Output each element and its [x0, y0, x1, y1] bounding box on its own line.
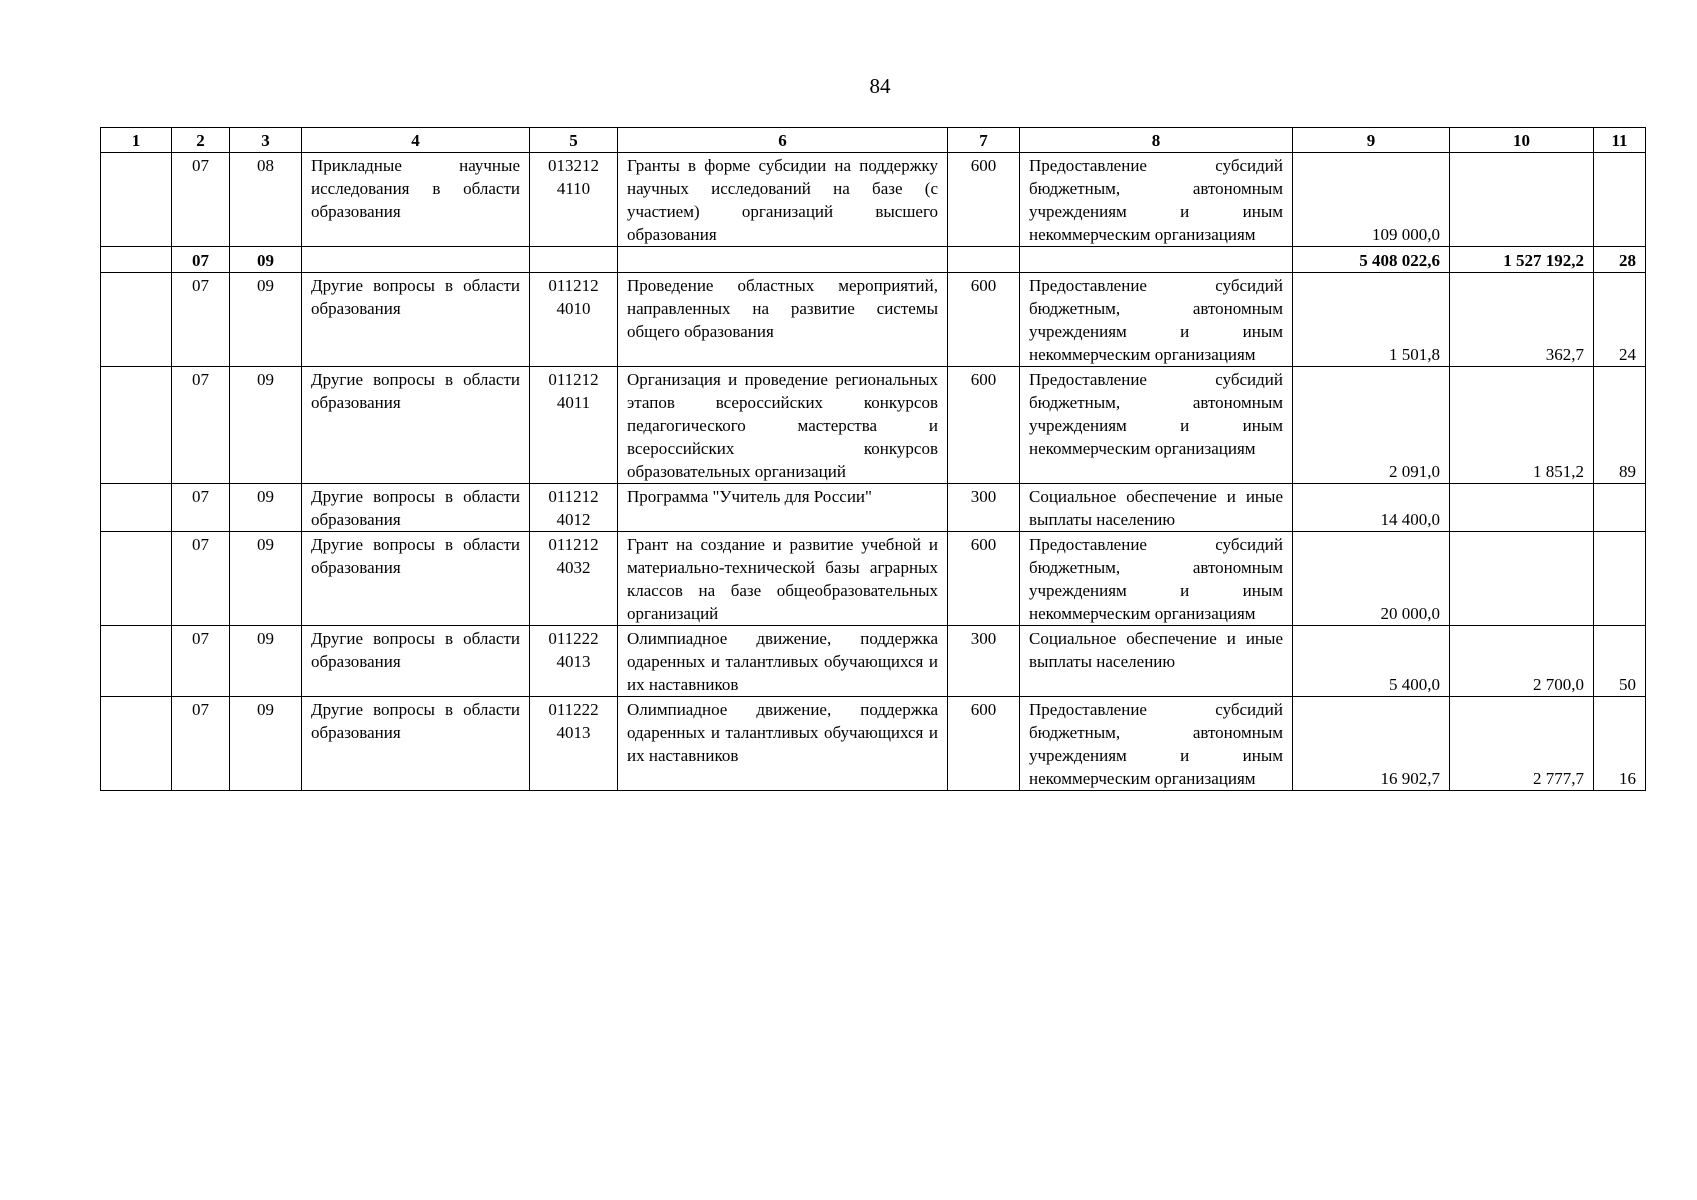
amount-executed: 2 700,0 [1450, 626, 1594, 697]
expense-type-name: Предоставление субсидий бюджетным, автономным учреждениям и иным некоммерческим организациям [1020, 273, 1293, 367]
table-row [101, 367, 1646, 484]
amount-approved: 14 400,0 [1293, 484, 1450, 532]
target-article-code [530, 367, 618, 484]
target-article-code-part2: 4032 [556, 558, 591, 577]
amount-approved: 1 501,8 [1293, 273, 1450, 367]
subsection-code: 09 [230, 532, 302, 626]
expense-type-name: Социальное обеспечение и иные выплаты населению [1020, 484, 1293, 532]
table-row [101, 273, 1646, 367]
target-article-code-part2: 4110 [556, 179, 591, 198]
cell-col-1 [101, 626, 172, 697]
amount-executed: 1 527 192,2 [1450, 247, 1594, 273]
execution-percent: 89 [1594, 367, 1646, 484]
table-row [101, 484, 1646, 532]
amount-approved: 2 091,0 [1293, 367, 1450, 484]
subsection-name: Другие вопросы в области образования [302, 532, 530, 626]
subsection-code: 09 [230, 247, 302, 273]
section-code: 07 [172, 626, 230, 697]
cell-col-1 [101, 697, 172, 791]
column-header-3: 3 [230, 128, 302, 153]
column-header-9: 9 [1293, 128, 1450, 153]
target-article-code-part1: 011222 [548, 629, 599, 648]
expense-type-code: 600 [948, 273, 1020, 367]
target-article-code-part1: 011212 [548, 370, 599, 389]
execution-percent: 50 [1594, 626, 1646, 697]
target-article-name [618, 247, 948, 273]
expense-type-name: Предоставление субсидий бюджетным, автономным учреждениям и иным некоммерческим организациям [1020, 367, 1293, 484]
target-article-name: Программа "Учитель для России" [618, 484, 948, 532]
expense-type-name: Предоставление субсидий бюджетным, автономным учреждениям и иным некоммерческим организациям [1020, 153, 1293, 247]
subsection-name: Другие вопросы в области образования [302, 367, 530, 484]
subsection-name: Другие вопросы в области образования [302, 626, 530, 697]
amount-executed [1450, 484, 1594, 532]
target-article-code [530, 153, 618, 247]
header-row [101, 128, 1646, 153]
target-article-code [530, 626, 618, 697]
column-header-6: 6 [618, 128, 948, 153]
subsection-code: 08 [230, 153, 302, 247]
column-header-1: 1 [101, 128, 172, 153]
column-header-2: 2 [172, 128, 230, 153]
section-code: 07 [172, 247, 230, 273]
target-article-code-part2: 4013 [556, 652, 591, 671]
execution-percent: 28 [1594, 247, 1646, 273]
section-code: 07 [172, 273, 230, 367]
amount-executed [1450, 532, 1594, 626]
target-article-code [530, 273, 618, 367]
target-article-code-part1: 011212 [548, 276, 599, 295]
target-article-code [530, 532, 618, 626]
table-row [101, 153, 1646, 247]
expense-type-name: Предоставление субсидий бюджетным, автономным учреждениям и иным некоммерческим организациям [1020, 532, 1293, 626]
amount-executed: 1 851,2 [1450, 367, 1594, 484]
column-header-11: 11 [1594, 128, 1646, 153]
column-header-5: 5 [530, 128, 618, 153]
column-header-4: 4 [302, 128, 530, 153]
amount-executed: 2 777,7 [1450, 697, 1594, 791]
cell-col-1 [101, 367, 172, 484]
subsection-name [302, 247, 530, 273]
amount-approved: 16 902,7 [1293, 697, 1450, 791]
column-header-10: 10 [1450, 128, 1594, 153]
expense-type-code [948, 247, 1020, 273]
section-code: 07 [172, 367, 230, 484]
subtotal-row [101, 247, 1646, 273]
target-article-name: Олимпиадное движение, поддержка одаренных и талантливых обучающихся и их наставников [618, 626, 948, 697]
subsection-name: Другие вопросы в области образования [302, 484, 530, 532]
target-article-code [530, 697, 618, 791]
execution-percent [1594, 532, 1646, 626]
expense-type-code: 600 [948, 532, 1020, 626]
column-header-8: 8 [1020, 128, 1293, 153]
target-article-name: Проведение областных мероприятий, направленных на развитие системы общего образования [618, 273, 948, 367]
expense-type-code: 600 [948, 153, 1020, 247]
target-article-name: Гранты в форме субсидии на поддержку научных исследований на базе (с участием) организаций высшего образования [618, 153, 948, 247]
target-article-name: Грант на создание и развитие учебной и материально-технической базы аграрных классов на базе общеобразовательных организаций [618, 532, 948, 626]
amount-approved: 109 000,0 [1293, 153, 1450, 247]
cell-col-1 [101, 484, 172, 532]
target-article-code-part1: 011222 [548, 700, 599, 719]
cell-col-1 [101, 532, 172, 626]
target-article-name: Олимпиадное движение, поддержка одаренных и талантливых обучающихся и их наставников [618, 697, 948, 791]
section-code: 07 [172, 532, 230, 626]
budget-table [100, 127, 1646, 791]
target-article-code-part2: 4012 [556, 510, 591, 529]
subsection-code: 09 [230, 626, 302, 697]
table-row [101, 626, 1646, 697]
section-code: 07 [172, 697, 230, 791]
subsection-name: Прикладные научные исследования в области образования [302, 153, 530, 247]
target-article-code-part2: 4013 [556, 723, 591, 742]
expense-type-code: 300 [948, 626, 1020, 697]
expense-type-code: 600 [948, 367, 1020, 484]
target-article-code [530, 247, 618, 273]
subsection-code: 09 [230, 367, 302, 484]
execution-percent: 24 [1594, 273, 1646, 367]
table-body [101, 153, 1646, 791]
expense-type-name: Предоставление субсидий бюджетным, автономным учреждениям и иным некоммерческим организациям [1020, 697, 1293, 791]
target-article-code-part1: 011212 [548, 487, 599, 506]
subsection-name: Другие вопросы в области образования [302, 697, 530, 791]
cell-col-1 [101, 153, 172, 247]
cell-col-1 [101, 273, 172, 367]
amount-approved: 5 400,0 [1293, 626, 1450, 697]
table-row [101, 697, 1646, 791]
section-code: 07 [172, 484, 230, 532]
expense-type-code: 300 [948, 484, 1020, 532]
amount-approved: 5 408 022,6 [1293, 247, 1450, 273]
amount-approved: 20 000,0 [1293, 532, 1450, 626]
subsection-code: 09 [230, 273, 302, 367]
page-number: 84 [869, 74, 891, 98]
section-code: 07 [172, 153, 230, 247]
subsection-name: Другие вопросы в области образования [302, 273, 530, 367]
amount-executed [1450, 153, 1594, 247]
target-article-code-part1: 013212 [548, 156, 599, 175]
execution-percent [1594, 484, 1646, 532]
column-header-7: 7 [948, 128, 1020, 153]
target-article-code-part2: 4011 [556, 393, 591, 412]
subsection-code: 09 [230, 697, 302, 791]
target-article-code-part1: 011212 [548, 535, 599, 554]
execution-percent [1594, 153, 1646, 247]
subsection-code: 09 [230, 484, 302, 532]
expense-type-name: Социальное обеспечение и иные выплаты населению [1020, 626, 1293, 697]
target-article-code [530, 484, 618, 532]
amount-executed: 362,7 [1450, 273, 1594, 367]
execution-percent: 16 [1594, 697, 1646, 791]
cell-col-1 [101, 247, 172, 273]
target-article-code-part2: 4010 [556, 299, 591, 318]
target-article-name: Организация и проведение региональных этапов всероссийских конкурсов педагогического мастерства и всероссийских конкурсов образовательных организаций [618, 367, 948, 484]
expense-type-name [1020, 247, 1293, 273]
table-row [101, 532, 1646, 626]
expense-type-code: 600 [948, 697, 1020, 791]
